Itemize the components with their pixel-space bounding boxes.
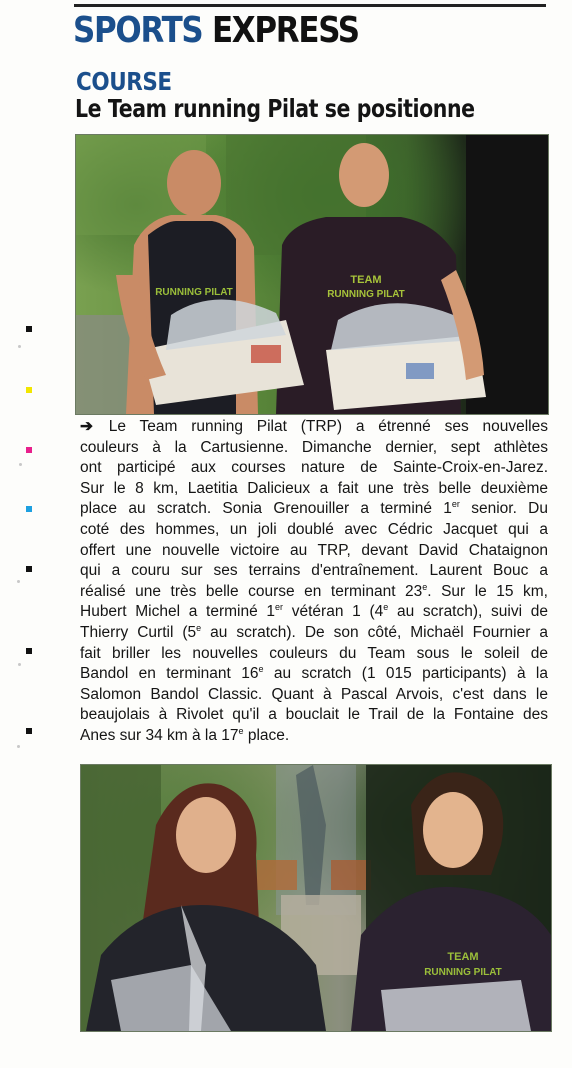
article-line: Salomon Bandol Classic. Quant à Pascal Arvois, c'est dans le	[80, 685, 548, 703]
margin-speck	[18, 663, 21, 666]
photo-runners-women	[80, 764, 552, 1032]
article-kicker: COURSE	[76, 67, 172, 96]
registration-mark	[26, 506, 32, 512]
registration-mark	[26, 387, 32, 393]
margin-speck	[17, 745, 20, 748]
article-line: réalisé une très belle course en terminant 23e. Sur le 15 km,	[80, 581, 548, 600]
registration-mark	[26, 648, 32, 654]
top-rule	[74, 4, 546, 7]
article-line: ➔ Le Team running Pilat (TRP) a étrenné ses nouvelles	[80, 417, 548, 438]
article-line: Sur le 8 km, Laetitia Dalicieux a fait une très belle deuxième	[80, 479, 548, 497]
shirt-text-bottom-2: RUNNING PILAT	[424, 967, 502, 978]
registration-mark	[26, 326, 32, 332]
article-line: Anes sur 34 km à la 17e place.	[80, 725, 290, 744]
arrow-right-icon: ➔	[80, 418, 93, 435]
article-line: couleurs à la Cartusienne. Dimanche dernier, sept athlètes	[80, 438, 548, 456]
registration-mark	[26, 566, 32, 572]
article-line: ont participé aux courses nature de Sainte-Croix-en-Jarez.	[80, 459, 548, 477]
article-line: Thierry Curtil (5e au scratch). De son côté, Michaël Fournier a	[80, 622, 548, 641]
section-express: EXPRESS	[211, 10, 359, 51]
article-body	[80, 417, 548, 747]
margin-speck	[19, 463, 22, 466]
shirt-text-right-1: TEAM	[350, 274, 382, 286]
article-line: coté des hommes, un joli doublé avec Cédric Jacquet qui a	[80, 520, 548, 538]
article-line: beaujolais à Rivolet qu'il a bouclait le Trail de la Fontaine des	[80, 706, 548, 724]
article-line: Bandol en terminant 16e au scratch (1 015 participants) à la	[80, 663, 548, 683]
shirt-text-right-2: RUNNING PILAT	[327, 289, 405, 300]
shirt-text-bottom-1: TEAM	[447, 951, 479, 963]
registration-mark	[26, 447, 32, 453]
article-line: place au scratch. Sonia Grenouiller a terminé 1er senior. Du	[80, 499, 548, 518]
photo-runners-women-illustration	[81, 765, 551, 1031]
section-header	[73, 8, 359, 54]
registration-mark	[26, 728, 32, 734]
article-line: qui a couru sur ses terrains d'entraînement. Laurent Bouc a	[80, 562, 548, 580]
photo-runners-men	[75, 134, 549, 415]
article-line: Hubert Michel a terminé 1er vétéran 1 (4e au scratch), suivi de	[80, 602, 548, 621]
article-line: offert une nouvelle victoire au TRP, devant David Chataignon	[80, 541, 548, 559]
shirt-text-left: RUNNING PILAT	[155, 287, 233, 298]
photo-runners-men-illustration	[76, 135, 548, 414]
article-headline: Le Team running Pilat se positionne	[75, 94, 475, 123]
section-sports: SPORTS	[73, 10, 203, 51]
margin-speck	[17, 580, 20, 583]
article-line: fait briller les nouvelles couleurs du Team sous le soleil de	[80, 644, 548, 662]
margin-speck	[18, 345, 21, 348]
